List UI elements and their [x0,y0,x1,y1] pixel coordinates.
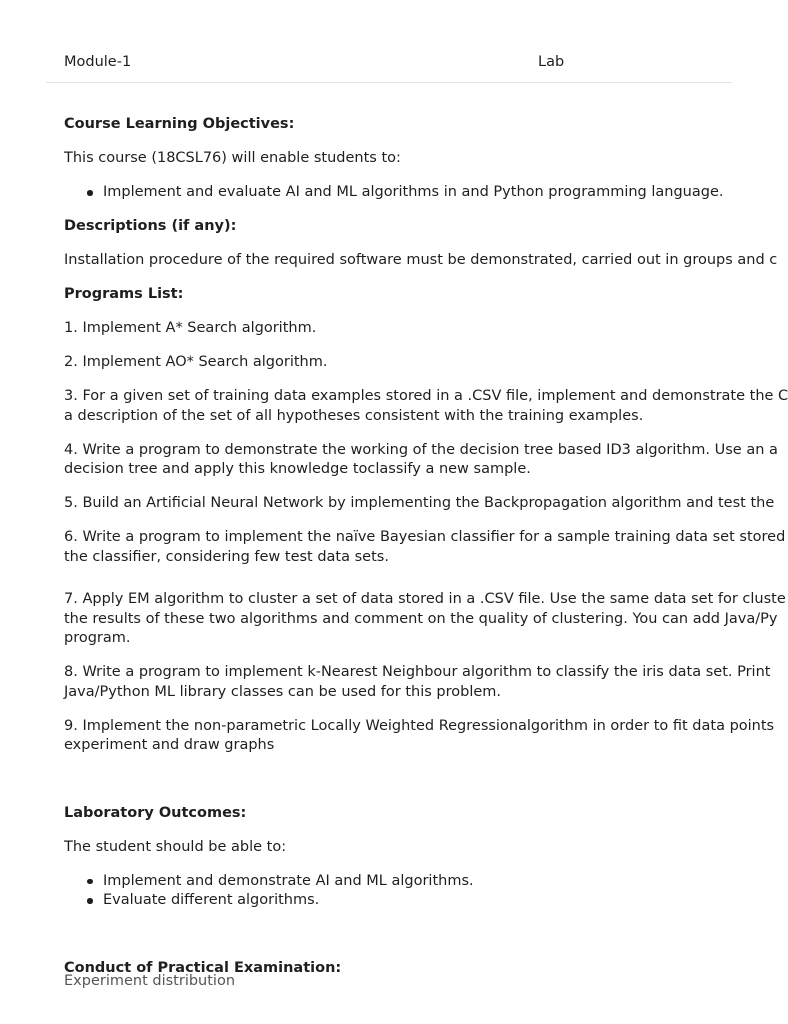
bullet-icon [87,879,93,885]
descriptions-text: Installation procedure of the required software must be demonstrated, carried out in groups and c [64,252,778,268]
outcomes-list [64,872,732,911]
conduct-heading: Conduct of Practical Examination: [64,959,342,976]
course-objectives-heading: Course Learning Objectives: [64,116,295,132]
program-item-5: 5. Build an Artificial Neural Network by implementing the Backpropagation algorithm and test the [64,495,775,511]
spacer [64,756,732,804]
bullet-icon [87,190,93,196]
program-item-7: 7. Apply EM algorithm to cluster a set of data stored in a .CSV file. Use the same data set for cluste the results of these two algorithms and comment on the quality of clustering. You can add Java/Py program. [64,591,786,646]
program-item-6: 6. Write a program to implement the naïve Bayesian classifier for a sample training data set stored the classifier, considering few test data sets. [64,529,786,565]
program-item-2: 2. Implement AO* Search algorithm. [64,354,328,370]
program-item-3: 3. For a given set of training data examples stored in a .CSV file, implement and demonstrate the C a description of the set of all hypotheses consistent with the training examples. [64,388,788,424]
list-item: Implement and evaluate AI and ML algorithms in and Python programming language. [103,183,732,203]
course-objectives-list [64,183,732,203]
program-item-9: 9. Implement the non-parametric Locally Weighted Regressionalgorithm in order to fit data points experiment and draw graphs [64,717,775,753]
course-objectives-intro: This course (18CSL76) will enable students to: [64,150,401,166]
program-item-8: 8. Write a program to implement k-Nearest Neighbour algorithm to classify the iris data set. Print Java/Python ML library classes can be used for this problem. [64,664,771,700]
document-content [64,115,788,978]
list-item: Evaluate different algorithms. [103,891,732,911]
spacer [64,911,732,959]
program-item-1: 1. Implement A* Search algorithm. [64,320,317,336]
document-header [46,0,732,83]
bullet-icon [87,898,93,904]
outcomes-heading: Laboratory Outcomes: [64,804,247,821]
programs-heading: Programs List: [64,286,184,302]
program-item-4: 4. Write a program to demonstrate the working of the decision tree based ID3 algorithm. Use an a decision tree and apply this knowledge toclassify a new sample. [64,441,778,477]
cut-off-text: Experiment distribution [64,973,236,989]
header-lab-label: Lab [538,54,565,70]
descriptions-heading: Descriptions (if any): [64,218,237,234]
outcomes-intro: The student should be able to: [64,838,287,855]
header-module-label: Module-1 [64,54,132,70]
list-item: Implement and demonstrate AI and ML algorithms. [103,872,732,892]
